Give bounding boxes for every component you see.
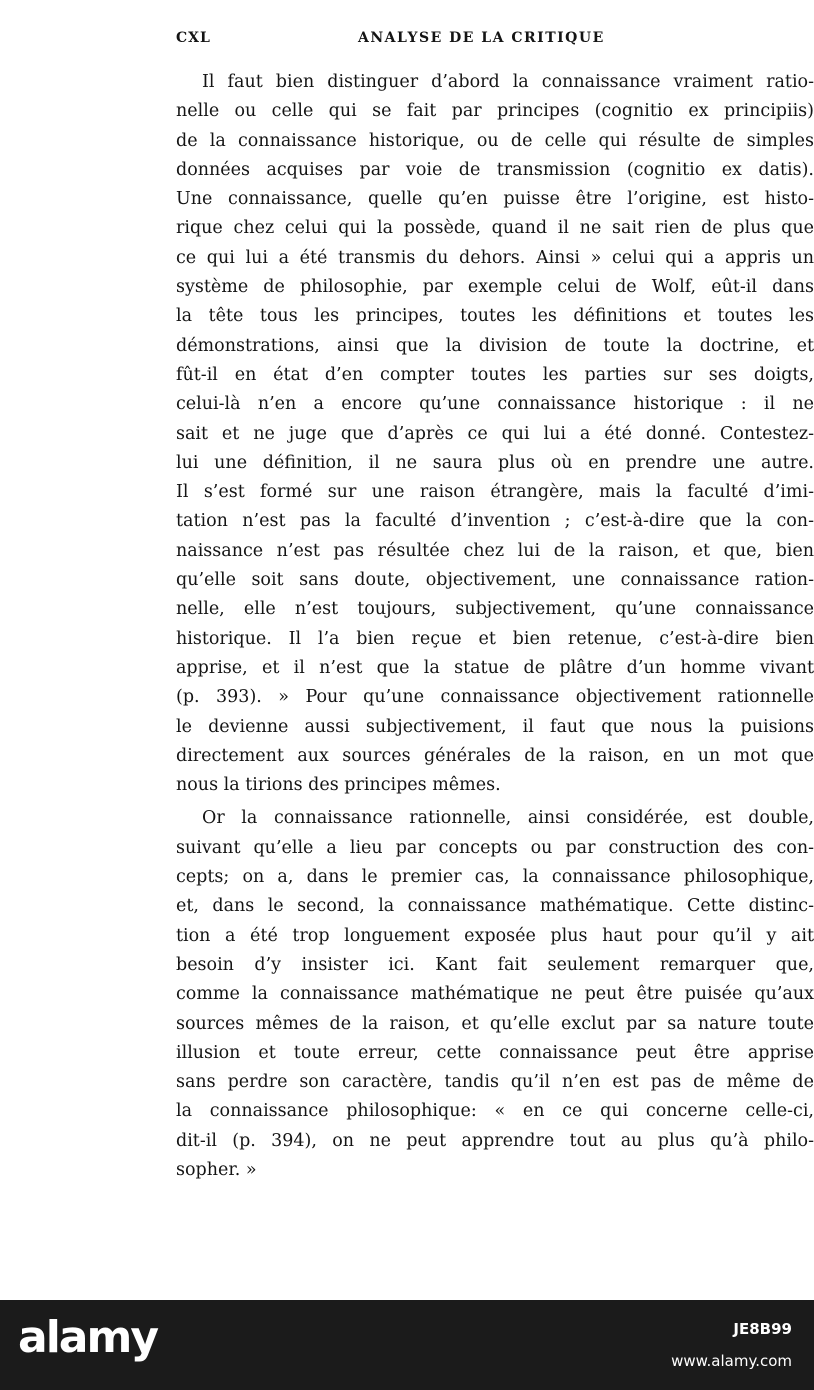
paragraph-1 <box>176 68 814 800</box>
text-line: données acquises par voie de transmission (cognitio ex datis). <box>176 159 814 180</box>
text-line: sans perdre son caractère, tandis qu’il n’en est pas de même de <box>176 1072 814 1093</box>
text-line: apprise, et il n’est que la statue de plâtre d’un homme vivant <box>176 657 814 678</box>
text-line: (p. 393). » Pour qu’une connaissance objectivement rationnelle <box>176 687 814 708</box>
text-line: qu’elle soit sans doute, objectivement, une connaissance ration- <box>176 570 814 591</box>
text-line: sources mêmes de la raison, et qu’elle exclut par sa nature toute <box>176 1013 814 1034</box>
text-line: sait et ne juge que d’après ce qui lui a été donné. Contestez- <box>176 423 814 444</box>
text-line: cepts; on a, dans le premier cas, la connaissance philosophique, <box>176 867 814 888</box>
site-url: www.alamy.com <box>671 1352 792 1370</box>
text-line: la connaissance philosophique: « en ce qui concerne celle-ci, <box>176 1101 814 1122</box>
alamy-logo: alamy <box>18 1312 157 1363</box>
image-id: JE8B99 <box>733 1320 792 1338</box>
text-line: Une connaissance, quelle qu’en puisse être l’origine, est histo- <box>176 189 814 210</box>
text-line: de la connaissance historique, ou de celle qui résulte de simples <box>176 130 814 151</box>
text-line: démonstrations, ainsi que la division de toute la doctrine, et <box>176 335 814 356</box>
text-line: illusion et toute erreur, cette connaissance peut être apprise <box>176 1042 814 1063</box>
watermark-banner <box>0 1300 814 1390</box>
page-number: CXL <box>176 30 211 46</box>
text-line: Il s’est formé sur une raison étrangère, mais la faculté d’imi- <box>176 482 814 503</box>
text-line: tion a été trop longuement exposée plus haut pour qu’il y ait <box>176 925 814 946</box>
running-title: ANALYSE DE LA CRITIQUE <box>358 30 605 46</box>
text-line: directement aux sources générales de la raison, en un mot que <box>176 745 814 766</box>
text-line: la tête tous les principes, toutes les définitions et toutes les <box>176 306 814 327</box>
text-line: nelle, elle n’est toujours, subjectivement, qu’une connaissance <box>176 599 814 620</box>
text-line: historique. Il l’a bien reçue et bien retenue, c’est-à-dire bien <box>176 628 814 649</box>
text-line: le devienne aussi subjectivement, il faut que nous la puisions <box>176 716 814 737</box>
text-line: système de philosophie, par exemple celui de Wolf, eût-il dans <box>176 277 814 298</box>
text-line: besoin d’y insister ici. Kant fait seulement remarquer que, <box>176 954 814 975</box>
text-line: Or la connaissance rationnelle, ainsi considérée, est double, <box>202 808 814 829</box>
text-line: suivant qu’elle a lieu par concepts ou par construction des con- <box>176 837 814 858</box>
text-line: nelle ou celle qui se fait par principes (cognitio ex principiis) <box>176 101 814 122</box>
text-line: sopher. » <box>176 1159 257 1180</box>
text-line: tation n’est pas la faculté d’invention ; c’est-à-dire que la con- <box>176 511 814 532</box>
text-line: ce qui lui a été transmis du dehors. Ainsi » celui qui a appris un <box>176 247 814 268</box>
text-line: Il faut bien distinguer d’abord la connaissance vraiment ratio- <box>202 72 814 92</box>
text-line: rique chez celui qui la possède, quand il ne sait rien de plus que <box>176 218 814 239</box>
text-line: celui-là n’en a encore qu’une connaissance historique : il ne <box>176 394 814 415</box>
text-line: fût-il en état d’en compter toutes les parties sur ses doigts, <box>176 364 814 385</box>
text-line: naissance n’est pas résultée chez lui de la raison, et que, bien <box>176 540 814 561</box>
text-line: lui une définition, il ne saura plus où en prendre une autre. <box>176 452 814 473</box>
text-line: et, dans le second, la connaissance mathématique. Cette distinc- <box>176 896 814 917</box>
text-line: dit-il (p. 394), on ne peut apprendre tout au plus qu’à philo- <box>176 1130 814 1151</box>
text-line: comme la connaissance mathématique ne peut être puisée qu’aux <box>176 984 814 1005</box>
text-line: nous la tirions des principes mêmes. <box>176 775 501 796</box>
page-header <box>176 30 814 56</box>
paragraph-2 <box>176 804 814 1185</box>
body-text <box>176 68 814 1185</box>
